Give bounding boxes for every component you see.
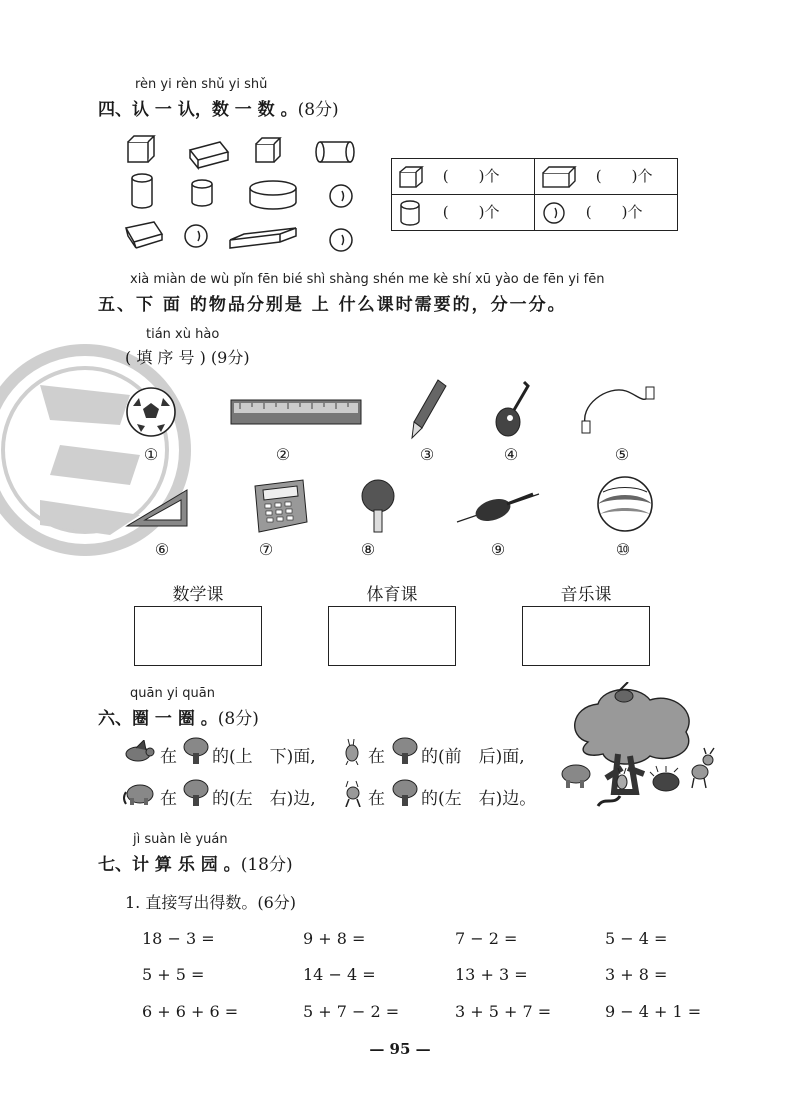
item-label: ② [275, 445, 291, 464]
math-answer-box[interactable] [134, 606, 262, 666]
line1-text-a: 在 [160, 747, 177, 767]
item-label: ⑦ [258, 540, 274, 559]
forest-scene-illustration [558, 682, 720, 810]
section5-sub-pinyin: tián xù hào [146, 327, 220, 342]
deer-icon [342, 779, 364, 807]
item-label: ⑥ [154, 540, 170, 559]
section5-title: 五、下 面 的物品分别是 上 什么课时需要的，分一分。 [98, 295, 567, 315]
item-label: ④ [503, 445, 519, 464]
math-problem[interactable]: 9 − 4 + 1 = [605, 1002, 702, 1021]
elephant-icon [562, 765, 590, 788]
item-label: ① [143, 445, 159, 464]
cylinder-icon [316, 142, 354, 162]
count-cell-cylinder [392, 195, 535, 231]
section7-sub1: 1. 直接写出得数。(6分) [125, 893, 297, 912]
cuboid-icon [541, 165, 577, 189]
set-square-icon [125, 488, 191, 528]
item-label: ⑧ [360, 540, 376, 559]
line2-text-c: 在 [368, 789, 385, 809]
math-problem[interactable]: 9 + 8 = [303, 929, 366, 948]
section4-points: (8分) [297, 100, 339, 120]
item-label: ⑨ [490, 540, 506, 559]
count-blank[interactable]: ( )个 [442, 166, 500, 185]
cylinder-icon [132, 174, 152, 208]
section6-title [98, 704, 259, 729]
cube-icon [256, 138, 280, 162]
cuboid-icon [190, 142, 228, 168]
line2-text-b[interactable]: 的(左 右)边, [212, 789, 316, 809]
line1-text-c: 在 [368, 747, 385, 767]
section6-pinyin: quān yi quān [130, 686, 215, 701]
math-problem[interactable]: 13 + 3 = [455, 965, 528, 984]
pe-answer-box[interactable] [328, 606, 456, 666]
category-label-pe: 体育课 [366, 585, 418, 605]
item-label: ③ [419, 445, 435, 464]
section7-pinyin: jì suàn lè yuán [133, 832, 228, 847]
section6-title-text: 六、圈 一 圈 。 [98, 709, 218, 729]
page-number: — 95 — [369, 1040, 431, 1058]
ping-pong-paddle-icon [358, 478, 398, 536]
section5-pinyin: xià miàn de wù pǐn fēn bié shì shàng shén me kè shí xū yào de fēn yi fēn [130, 272, 605, 287]
cuboid-icon [126, 222, 162, 248]
item-label: ⑩ [615, 540, 631, 559]
section4-title [98, 95, 339, 120]
sphere-icon [330, 185, 352, 207]
pencil-icon [408, 378, 448, 440]
shapes-cluster [120, 130, 365, 260]
violin-icon [455, 488, 541, 528]
tree-icon [392, 737, 418, 765]
math-problem[interactable]: 5 + 7 − 2 = [303, 1002, 400, 1021]
soccer-ball-icon [125, 386, 177, 438]
math-problem[interactable]: 3 + 5 + 7 = [455, 1002, 552, 1021]
count-cell-cube [392, 159, 535, 195]
item-label: ⑤ [614, 445, 630, 464]
ruler-icon [230, 399, 362, 425]
math-problem[interactable]: 5 + 5 = [142, 965, 205, 984]
count-table [391, 158, 678, 231]
section5-subtitle: ( 填 序 号 ) (9分) [125, 348, 250, 367]
tree-icon [183, 779, 209, 807]
cylinder-icon [398, 199, 424, 227]
hedgehog-icon [650, 766, 679, 791]
count-cell-sphere [535, 195, 678, 231]
rabbit-icon [342, 737, 362, 765]
line1-text-d[interactable]: 的(前 后)面, [421, 747, 525, 767]
sphere-icon [330, 229, 352, 251]
tree-icon [183, 737, 209, 765]
category-label-music: 音乐课 [560, 585, 612, 605]
category-label-math: 数学课 [172, 585, 224, 605]
music-answer-box[interactable] [522, 606, 650, 666]
elephant-icon [122, 782, 158, 806]
math-problem[interactable]: 14 − 4 = [303, 965, 376, 984]
count-blank[interactable]: ( )个 [585, 202, 643, 221]
section7-title-text: 七、计 算 乐 园 。 [98, 855, 241, 875]
math-problem[interactable]: 3 + 8 = [605, 965, 668, 984]
snake-icon [598, 796, 620, 806]
count-blank[interactable]: ( )个 [595, 166, 653, 185]
tree-icon [392, 779, 418, 807]
sphere-icon [541, 200, 567, 226]
count-cell-cuboid [535, 159, 678, 195]
calculator-icon [245, 478, 309, 534]
deer-icon [692, 748, 714, 788]
cuboid-icon [230, 228, 296, 248]
bird-on-tree-icon [615, 682, 633, 702]
section6-points: (8分) [217, 709, 259, 729]
count-blank[interactable]: ( )个 [442, 202, 500, 221]
cube-icon [398, 165, 424, 189]
line2-text-a: 在 [160, 789, 177, 809]
beach-ball-icon [595, 474, 655, 534]
sphere-icon [185, 225, 207, 247]
math-problem[interactable]: 18 − 3 = [142, 929, 215, 948]
cylinder-icon [250, 181, 296, 209]
jump-rope-icon [578, 385, 660, 435]
math-problem[interactable]: 6 + 6 + 6 = [142, 1002, 239, 1021]
section4-pinyin: rèn yi rèn shǔ yi shǔ [135, 77, 268, 92]
math-problem[interactable]: 7 − 2 = [455, 929, 518, 948]
cube-icon [128, 136, 154, 162]
math-problem[interactable]: 5 − 4 = [605, 929, 668, 948]
bird-icon [122, 740, 158, 764]
section7-title [98, 850, 293, 875]
line2-text-d[interactable]: 的(左 右)边。 [421, 789, 537, 809]
guitar-icon [492, 378, 532, 440]
line1-text-b[interactable]: 的(上 下)面, [212, 747, 316, 767]
section7-points: (18分) [240, 855, 293, 875]
cylinder-icon [192, 180, 212, 206]
section4-title-text: 四、认 一 认，数 一 数 。 [98, 100, 298, 120]
